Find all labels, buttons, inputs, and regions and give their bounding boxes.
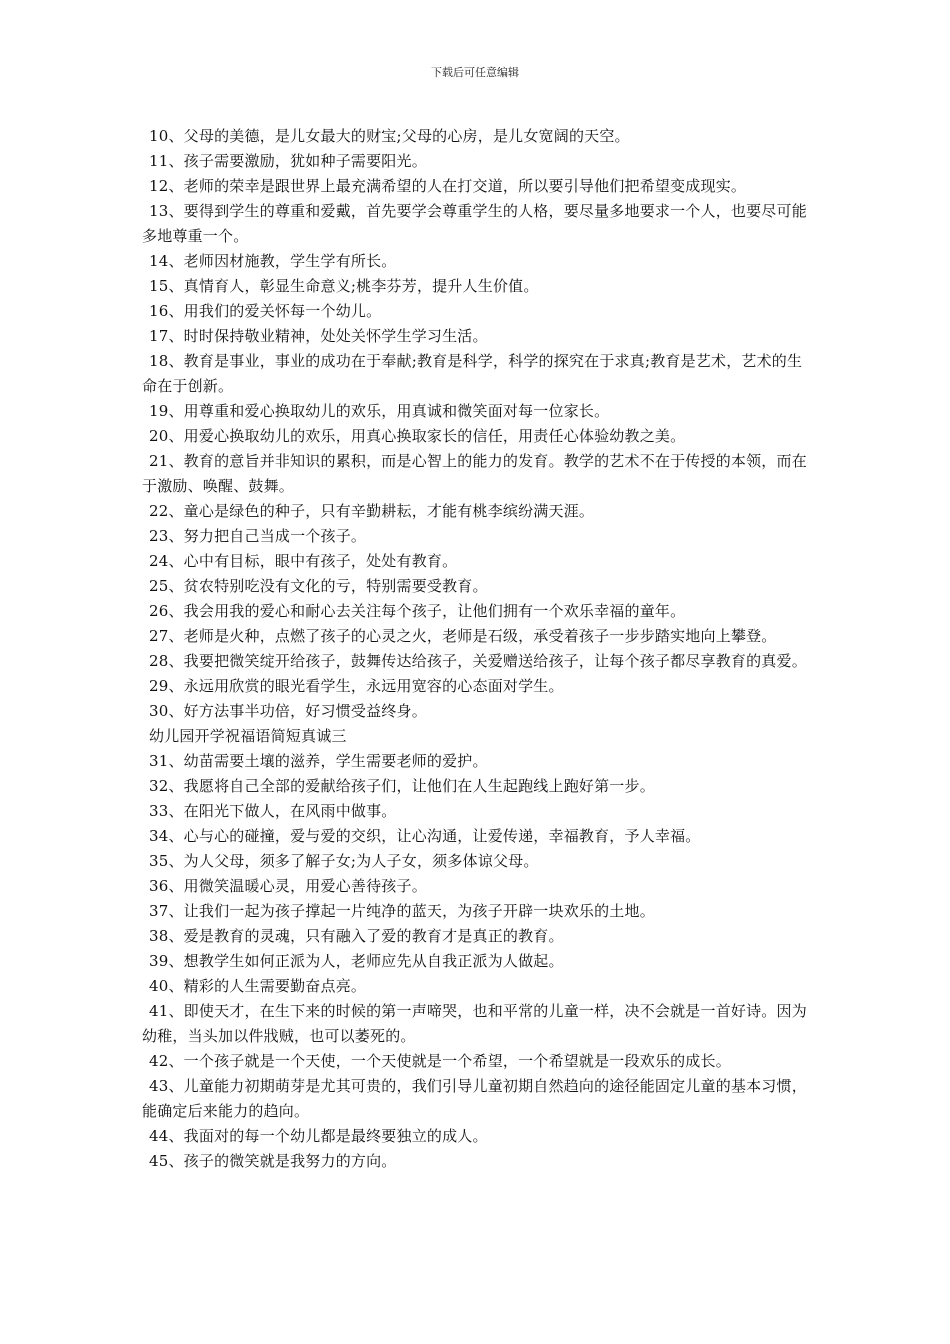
paragraph: 13、要得到学生的尊重和爱戴，首先要学会尊重学生的人格，要尽量多地要求一个人，也要尽可能多地尊重一个。 xyxy=(142,202,807,245)
paragraph: 22、童心是绿色的种子，只有辛勤耕耘，才能有桃李缤纷满天涯。 xyxy=(149,502,595,520)
paragraph: 42、一个孩子就是一个天使，一个天使就是一个希望，一个希望就是一段欢乐的成长。 xyxy=(149,1052,731,1070)
paragraph: 10、父母的美德，是儿女最大的财宝;父母的心房，是儿女宽阔的天空。 xyxy=(149,127,630,145)
paragraph: 18、教育是事业，事业的成功在于奉献;教育是科学，科学的探究在于求真;教育是艺术，艺术的生命在于创新。 xyxy=(142,352,803,395)
paragraph: 20、用爱心换取幼儿的欢乐，用真心换取家长的信任，用责任心体验幼教之美。 xyxy=(149,427,686,445)
paragraph: 29、永远用欣赏的眼光看学生，永远用宽容的心态面对学生。 xyxy=(149,677,564,695)
paragraph: 16、用我们的爱关怀每一个幼儿。 xyxy=(149,302,382,320)
paragraph: 30、好方法事半功倍，好习惯受益终身。 xyxy=(149,702,427,720)
paragraph: 19、用尊重和爱心换取幼儿的欢乐，用真诚和微笑面对每一位家长。 xyxy=(149,402,610,420)
paragraph: 41、即使天才，在生下来的时候的第一声啼哭，也和平常的儿童一样，决不会就是一首好诗。因为幼稚，当头加以件戕贼，也可以萎死的。 xyxy=(142,1002,807,1045)
paragraph: 39、想教学生如何正派为人，老师应先从自我正派为人做起。 xyxy=(149,952,564,970)
paragraph: 21、教育的意旨并非知识的累积，而是心智上的能力的发育。教学的艺术不在于传授的本领，而在于激励、唤醒、鼓舞。 xyxy=(142,452,807,495)
paragraph: 37、让我们一起为孩子撑起一片纯净的蓝天，为孩子开辟一块欢乐的土地。 xyxy=(149,902,655,920)
paragraph: 15、真情育人，彰显生命意义;桃李芬芳，提升人生价值。 xyxy=(149,277,539,295)
document-body xyxy=(142,124,812,1174)
paragraph: 40、精彩的人生需要勤奋点亮。 xyxy=(149,977,367,995)
section-heading: 幼儿园开学祝福语简短真诚三 xyxy=(149,727,347,745)
paragraph: 14、老师因材施教，学生学有所长。 xyxy=(149,252,397,270)
paragraph: 26、我会用我的爱心和耐心去关注每个孩子，让他们拥有一个欢乐幸福的童年。 xyxy=(149,602,686,620)
paragraph: 45、孩子的微笑就是我努力的方向。 xyxy=(149,1152,397,1170)
paragraph: 33、在阳光下做人，在风雨中做事。 xyxy=(149,802,397,820)
paragraph: 34、心与心的碰撞，爱与爱的交织，让心沟通，让爱传递，幸福教育，予人幸福。 xyxy=(149,827,701,845)
paragraph: 11、孩子需要激励，犹如种子需要阳光。 xyxy=(149,152,427,170)
paragraph: 28、我要把微笑绽开给孩子，鼓舞传达给孩子，关爱赠送给孩子，让每个孩子都尽享教育的真爱。 xyxy=(149,652,807,670)
paragraph: 25、贫农特别吃没有文化的亏，特别需要受教育。 xyxy=(149,577,488,595)
paragraph: 38、爱是教育的灵魂，只有融入了爱的教育才是真正的教育。 xyxy=(149,927,564,945)
paragraph: 31、幼苗需要土壤的滋养，学生需要老师的爱护。 xyxy=(149,752,488,770)
page-header: 下载后可任意编辑 xyxy=(431,66,519,79)
paragraph: 24、心中有目标，眼中有孩子，处处有教育。 xyxy=(149,552,458,570)
paragraph: 32、我愿将自己全部的爱献给孩子们，让他们在人生起跑线上跑好第一步。 xyxy=(149,777,655,795)
paragraph: 35、为人父母，须多了解子女;为人子女，须多体谅父母。 xyxy=(149,852,539,870)
paragraph: 44、我面对的每一个幼儿都是最终要独立的成人。 xyxy=(149,1127,488,1145)
paragraph: 23、努力把自己当成一个孩子。 xyxy=(149,527,367,545)
paragraph: 36、用微笑温暖心灵，用爱心善待孩子。 xyxy=(149,877,427,895)
paragraph: 12、老师的荣幸是跟世界上最充满希望的人在打交道，所以要引导他们把希望变成现实。 xyxy=(149,177,747,195)
paragraph: 43、儿童能力初期萌芽是尤其可贵的，我们引导儿童初期自然趋向的途径能固定儿童的基本习惯，能确定后来能力的趋向。 xyxy=(142,1077,807,1120)
paragraph: 17、时时保持敬业精神，处处关怀学生学习生活。 xyxy=(149,327,488,345)
paragraph: 27、老师是火种，点燃了孩子的心灵之火，老师是石级，承受着孩子一步步踏实地向上攀登。 xyxy=(149,627,777,645)
